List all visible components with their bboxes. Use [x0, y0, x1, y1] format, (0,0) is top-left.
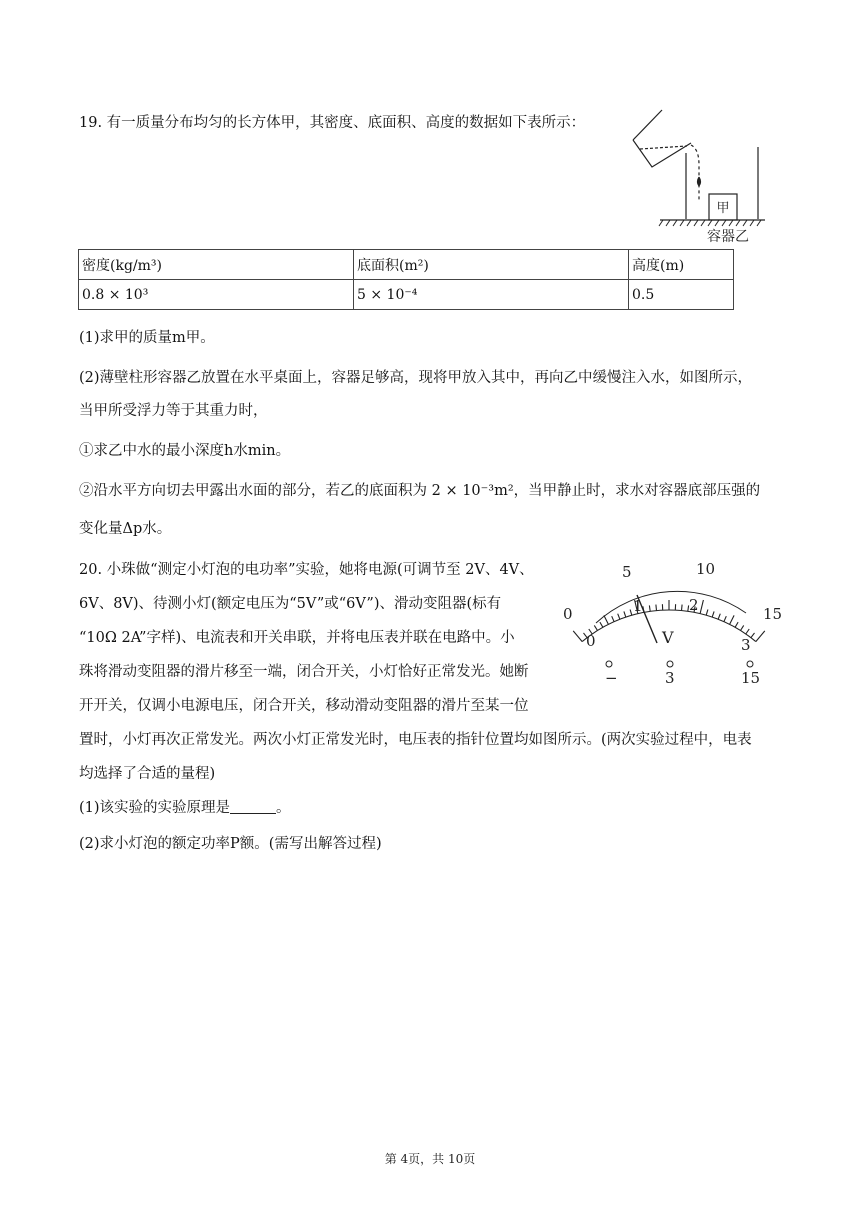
meter-upper-label: 5 [622, 563, 632, 581]
q20-line3: “10Ω 2A”字样)、电流表和开关串联，并将电压表并联在电路中。小 [79, 630, 515, 646]
meter-tick [706, 610, 708, 616]
q20-line5: 开开关，仅调小电源电压，闭合开关，移动滑动变阻器的滑片至某一位 [79, 698, 529, 714]
meter-tick [735, 622, 738, 627]
table-cell: 0.8 × 10³ [79, 280, 354, 310]
terminal-label: − [605, 669, 618, 687]
meter-tick [746, 629, 749, 634]
meter-tick [630, 610, 632, 616]
answer-blank [230, 799, 276, 814]
terminal-label: 15 [741, 669, 761, 687]
meter-unit-label: V [662, 628, 674, 647]
meter-lower-label: 3 [741, 636, 751, 654]
meter-tick [573, 631, 582, 642]
meter-tick [649, 605, 650, 611]
meter-tick [612, 616, 614, 622]
meter-tick [600, 622, 603, 627]
figure-label-container: 容器乙 [707, 229, 749, 245]
q20-part1-suffix: 。 [276, 800, 291, 816]
terminal-label: 3 [665, 669, 675, 687]
q19-sub2-line2: 变化量Δp水。 [79, 521, 172, 537]
table-header-cell: 底面积(m²) [354, 250, 629, 280]
q19-part2-line1: (2)薄壁柱形容器乙放置在水平桌面上，容器足够高，现将甲放入其中，再向乙中缓慢注入水，如图所示， [79, 370, 753, 386]
meter-tick [724, 616, 726, 622]
table-header-row [79, 250, 734, 280]
meter-tick [712, 611, 714, 617]
q20-part1-prefix: (1)该实验的实验原理是 [79, 800, 231, 816]
figure-label-jia: 甲 [716, 201, 730, 216]
table-header-cell: 密度(kg/m³) [79, 250, 354, 280]
q20-part2: (2)求小灯泡的额定功率P额。(需写出解答过程) [79, 836, 382, 852]
meter-upper-label: 10 [696, 560, 716, 578]
meter-tick [700, 600, 703, 614]
table-cell: 0.5 [629, 280, 734, 310]
meter-tick [756, 631, 765, 642]
meter-tick [751, 633, 755, 638]
meter-lower-label: 1 [633, 597, 643, 615]
page-footer: 第 4页，共 10页 [384, 1152, 476, 1166]
q20-line1: 20. 小珠做“测定小灯泡的电功率”实验，她将电源(可调节至 2V、4V、 [79, 562, 534, 578]
meter-tick [656, 605, 657, 611]
container-figure [625, 105, 765, 245]
meter-tick [604, 615, 609, 624]
table-header-cell: 高度(m) [629, 250, 734, 280]
meter-tick [624, 611, 626, 617]
q19-part2-line2: 当甲所受浮力等于其重力时， [79, 403, 268, 419]
meter-lower-label: 0 [586, 632, 596, 650]
meter-upper-label: 15 [763, 605, 783, 623]
meter-tick [618, 614, 620, 620]
q19-sub1: ①求乙中水的最小深度h水min。 [79, 443, 291, 459]
q20-line4: 珠将滑动变阻器的滑片移至一端，闭合开关，小灯恰好正常发光。她断 [79, 664, 529, 680]
q20-line2: 6V、8V)、待测小灯(额定电压为“5V”或“6V”)、滑动变阻器(标有 [79, 596, 502, 612]
q20-line7: 均选择了合适的量程) [79, 766, 216, 782]
table-row [79, 280, 734, 310]
meter-tick [718, 614, 720, 620]
voltmeter-figure [556, 555, 786, 695]
meter-upper-label: 0 [563, 605, 573, 623]
q20-part1 [79, 798, 291, 818]
meter-tick [730, 615, 735, 624]
meter-tick [594, 625, 597, 630]
q19-intro: 19. 有一质量分布均匀的长方体甲，其密度、底面积、高度的数据如下表所示： [79, 115, 586, 131]
meter-tick [682, 605, 683, 611]
meter-tick [741, 625, 744, 630]
data-table [78, 249, 734, 310]
q19-part1: (1)求甲的质量m甲。 [79, 330, 215, 346]
table-cell: 5 × 10⁻⁴ [354, 280, 629, 310]
q19-sub2-line1: ②沿水平方向切去甲露出水面的部分，若乙的底面积为 2 × 10⁻³m²，当甲静止时，求水对容器底部压强的 [79, 483, 761, 499]
meter-lower-label: 2 [689, 596, 699, 614]
q20-line6: 置时，小灯再次正常发光。两次小灯正常发光时，电压表的指针位置均如图所示。(两次实验过程中，电表 [79, 732, 752, 748]
